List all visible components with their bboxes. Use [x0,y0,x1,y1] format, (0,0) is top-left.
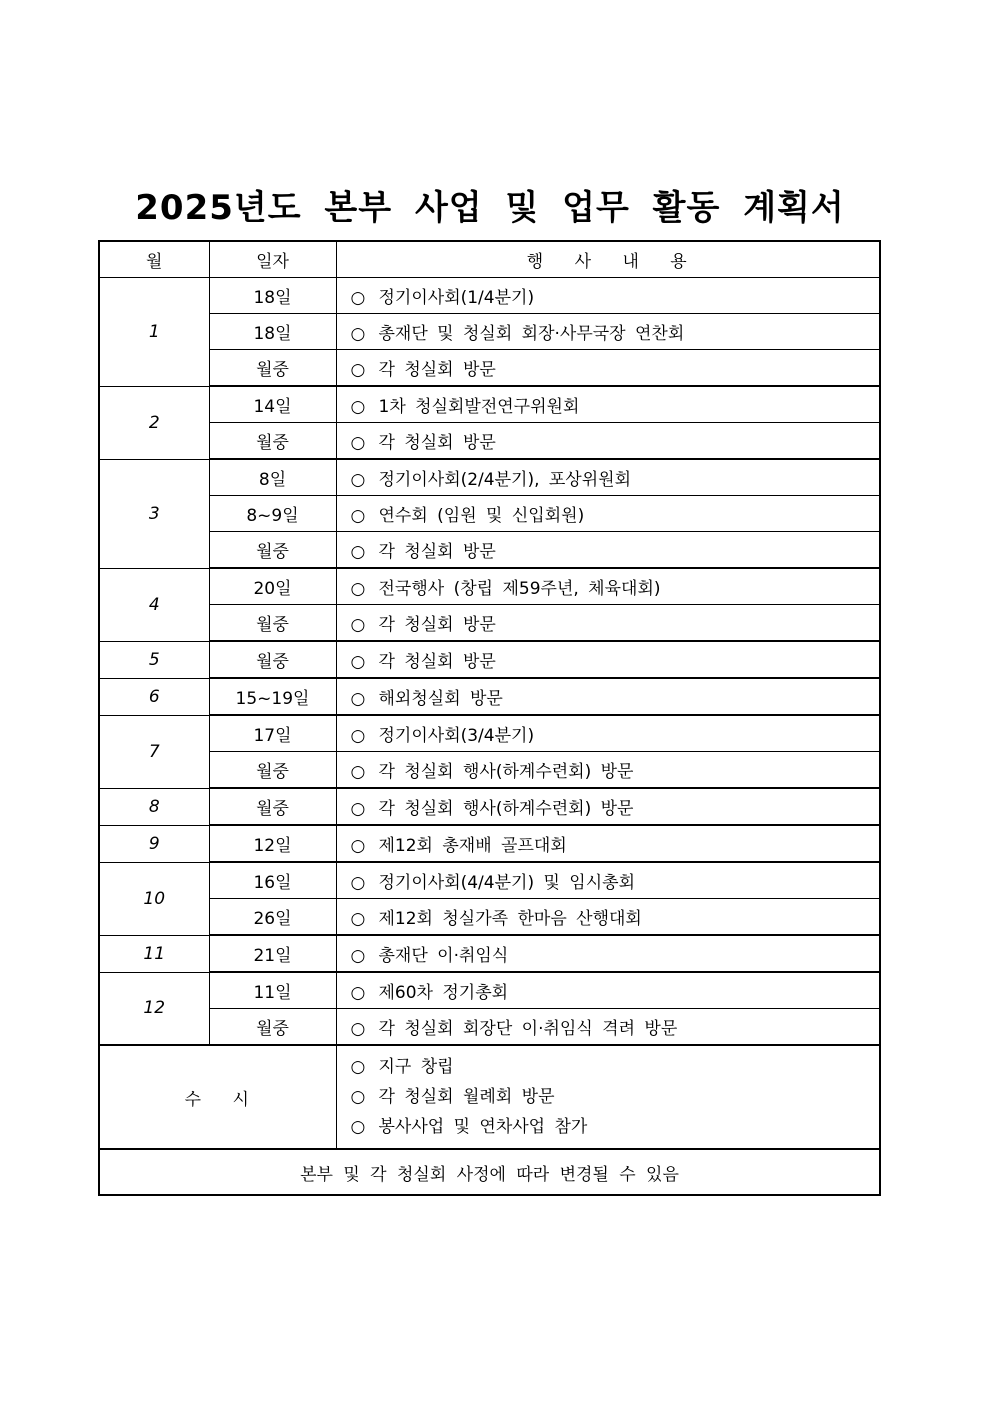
content-cell [336,715,880,752]
date-cell: 20일 [209,568,336,605]
content-cell [336,972,880,1009]
susi-item [351,1052,880,1082]
date-cell: 15~19일 [209,678,336,715]
month-cell: 2 [99,386,209,459]
table-row [99,568,880,605]
content-text: 각 청실회 방문 [378,360,496,380]
content-text: 각 청실회 행사(하계수련회) 방문 [378,799,634,819]
month-cell: 12 [99,972,209,1045]
content-text: 각 청실회 방문 [378,433,496,453]
date-cell: 월중 [209,788,336,825]
date-cell: 월중 [209,1009,336,1046]
month-cell: 4 [99,568,209,641]
content-cell [336,314,880,350]
bullet: ○ [350,1117,366,1137]
content-cell [336,788,880,825]
header-date: 일자 [209,241,336,278]
susi-item-text: 지구 창립 [378,1057,454,1077]
content-cell [336,752,880,789]
date-cell: 11일 [209,972,336,1009]
month-cell: 9 [99,825,209,862]
bullet: ○ [350,983,366,1003]
date-cell: 월중 [209,641,336,678]
content-cell [336,862,880,899]
date-cell: 월중 [209,532,336,569]
content-text: 연수회 (임원 및 신입회원) [378,506,585,526]
month-cell: 1 [99,278,209,387]
content-cell [336,423,880,460]
table-row [99,752,880,789]
date-cell: 월중 [209,350,336,387]
date-cell: 14일 [209,386,336,423]
bullet: ○ [350,579,366,599]
content-text: 정기이사회(4/4분기) 및 임시총회 [378,873,635,893]
table-row [99,605,880,642]
bullet: ○ [350,433,366,453]
table-header-row [99,241,880,278]
table-row [99,423,880,460]
table-row [99,788,880,825]
bullet: ○ [350,615,366,635]
bullet: ○ [350,360,366,380]
content-cell [336,825,880,862]
bullet: ○ [350,726,366,746]
activity-plan-table [98,240,881,1196]
footer-row [99,1149,880,1195]
date-cell: 16일 [209,862,336,899]
content-cell [336,532,880,569]
month-cell: 7 [99,715,209,788]
table-row [99,278,880,314]
bullet: ○ [350,689,366,709]
content-cell [336,605,880,642]
table-row [99,314,880,350]
susi-item-text: 봉사사업 및 연차사업 참가 [378,1117,588,1137]
footer-note: 본부 및 각 청실회 사정에 따라 변경될 수 있음 [99,1149,880,1195]
table-row [99,459,880,496]
content-text: 제12회 청실가족 한마음 산행대회 [378,909,642,929]
month-cell: 8 [99,788,209,825]
susi-item [351,1082,880,1112]
content-cell [336,278,880,314]
content-cell [336,350,880,387]
content-cell [336,641,880,678]
table-row [99,825,880,862]
content-text: 총재단 이·취임식 [378,946,509,966]
month-cell: 5 [99,641,209,678]
month-cell: 10 [99,862,209,935]
table-row [99,1009,880,1046]
date-cell: 8일 [209,459,336,496]
bullet: ○ [350,542,366,562]
bullet: ○ [350,506,366,526]
susi-label: 수 시 [99,1045,336,1149]
content-text: 각 청실회 행사(하계수련회) 방문 [378,762,634,782]
content-cell [336,459,880,496]
content-text: 제12회 총재배 골프대회 [378,836,567,856]
bullet: ○ [350,1087,366,1107]
date-cell: 18일 [209,278,336,314]
susi-item-text: 각 청실회 월례회 방문 [378,1087,555,1107]
content-cell [336,1009,880,1046]
table-row [99,935,880,972]
susi-content [336,1045,880,1149]
table-row [99,496,880,532]
table-row [99,532,880,569]
header-content: 행 사 내 용 [336,241,880,278]
susi-row [99,1045,880,1149]
content-text: 해외청실회 방문 [378,689,503,709]
table-row [99,715,880,752]
table-row [99,972,880,1009]
content-cell [336,678,880,715]
bullet: ○ [350,762,366,782]
bullet: ○ [350,324,366,344]
bullet: ○ [350,909,366,929]
content-text: 정기이사회(3/4분기) [378,726,535,746]
content-text: 1차 청실회발전연구위원회 [378,397,580,417]
content-cell [336,935,880,972]
date-cell: 월중 [209,605,336,642]
content-text: 정기이사회(1/4분기) [378,288,535,308]
bullet: ○ [350,652,366,672]
content-text: 제60차 정기총회 [378,983,509,1003]
content-cell [336,386,880,423]
content-cell [336,568,880,605]
content-text: 각 청실회 방문 [378,542,496,562]
bullet: ○ [350,288,366,308]
table-row [99,641,880,678]
content-text: 총재단 및 청실회 회장·사무국장 연찬회 [378,324,685,344]
table-body [99,278,880,1046]
table-row [99,350,880,387]
bullet: ○ [350,1057,366,1077]
content-cell [336,496,880,532]
page-title: 2025년도 본부 사업 및 업무 활동 계획서 [135,188,845,228]
month-cell: 3 [99,459,209,568]
date-cell: 18일 [209,314,336,350]
date-cell: 17일 [209,715,336,752]
bullet: ○ [350,946,366,966]
bullet: ○ [350,836,366,856]
content-text: 전국행사 (창립 제59주년, 체육대회) [378,579,661,599]
date-cell: 26일 [209,899,336,936]
bullet: ○ [350,470,366,490]
date-cell: 월중 [209,423,336,460]
content-text: 각 청실회 회장단 이·취임식 격려 방문 [378,1019,678,1039]
table-row [99,678,880,715]
date-cell: 21일 [209,935,336,972]
content-text: 각 청실회 방문 [378,652,496,672]
bullet: ○ [350,1019,366,1039]
date-cell: 월중 [209,752,336,789]
month-cell: 11 [99,935,209,972]
table-row [99,899,880,936]
bullet: ○ [350,873,366,893]
date-cell: 12일 [209,825,336,862]
content-text: 각 청실회 방문 [378,615,496,635]
table-row [99,386,880,423]
bullet: ○ [350,799,366,819]
date-cell: 8~9일 [209,496,336,532]
header-month: 월 [99,241,209,278]
month-cell: 6 [99,678,209,715]
bullet: ○ [350,397,366,417]
table-row [99,862,880,899]
susi-item [351,1112,880,1142]
content-text: 정기이사회(2/4분기), 포상위원회 [378,470,631,490]
content-cell [336,899,880,936]
